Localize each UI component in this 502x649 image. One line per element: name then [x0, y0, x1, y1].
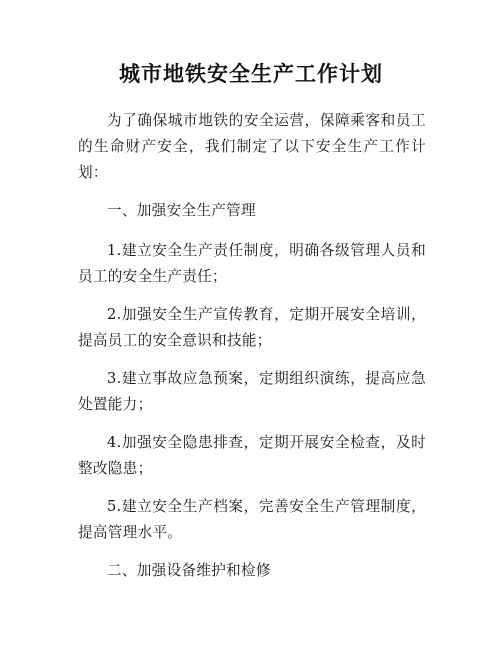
list-item-2: 2.加强安全生产宣传教育，定期开展安全培训，提高员工的安全意识和技能； — [78, 306, 426, 349]
section-heading-2: 二、加强设备维护和检修 — [107, 562, 271, 579]
document-title: 城市地铁安全生产工作计划 — [119, 61, 383, 86]
list-item-5: 5.建立安全生产档案，完善安全生产管理制度，提高管理水平。 — [78, 498, 426, 541]
section-heading-1: 一、加强安全生产管理 — [107, 202, 256, 219]
list-item-3: 3.建立事故应急预案，定期组织演练，提高应急处置能力； — [78, 370, 426, 413]
list-item-4: 4.加强安全隐患排查，定期开展安全检查，及时整改隐患； — [78, 434, 426, 477]
document-body — [78, 108, 426, 598]
list-item-1: 1.建立安全生产责任制度，明确各级管理人员和员工的安全生产责任； — [78, 242, 426, 285]
intro-paragraph: 为了确保城市地铁的安全运营，保障乘客和员工的生命财产安全，我们制定了以下安全生产工作计划： — [78, 112, 426, 181]
